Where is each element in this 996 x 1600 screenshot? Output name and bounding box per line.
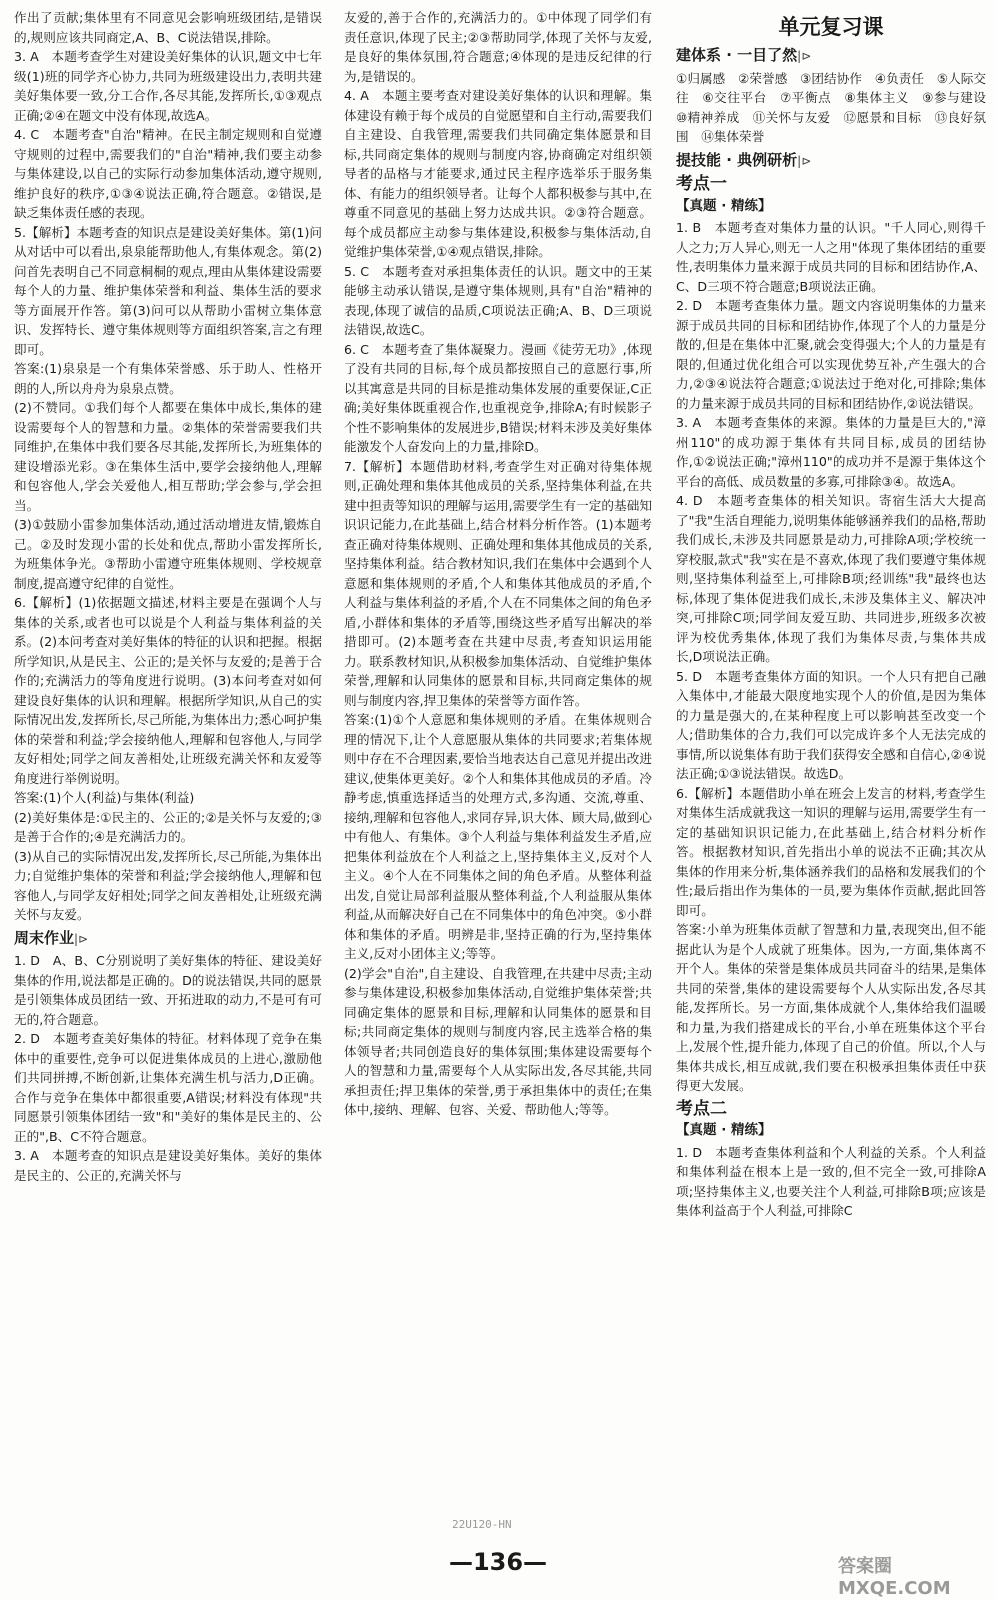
section-heading [14,929,322,950]
paragraph: 3. A 本题考查学生对建设美好集体的认识,题文中七年级(1)班的同学齐心协力,共同为班级建设出力,表明共建美好集体要一致,分工合作,各尽其能,发挥所长,①③观点正确;②④在题文中没有体现,故选A。 [14,49,322,123]
page-number: —136— [448,1548,548,1576]
column-middle [344,8,652,1528]
paragraph: 5. C 本题考查对承担集体责任的认识。题文中的王某能够主动承认错误,是遵守集体规则,具有"自治"精神的表现,体现了诚信的品质,C项说法正确;A、B、D三项说法错误,故选C。 [344,263,652,337]
section-heading-text: 提技能 · 典例研析 [676,150,798,169]
paragraph: 答案:(1)泉泉是一个有集体荣誉感、乐于助人、性格开朗的人,所以舟舟为泉泉点赞。 [14,361,322,396]
sub-heading: 【真题 · 精练】 [676,197,772,214]
paragraph: 答案:(1)个人(利益)与集体(利益) [14,790,195,805]
paragraph: 6. C 本题考查了集体凝聚力。漫画《徒劳无功》,体现了没有共同的目标,每个成员都按照自己的意愿行事,所以其寓意是共同的目标是推动集体发展的重要保证,C正确;美好集体既重视合作,也重视竞争,排除A;有时候影子个性不影响集体的发展进步,B错误;材料未涉及美好集体能激发个人奋发向上的力量,排除D。 [344,341,652,454]
key-point-heading: 考点一 [676,174,727,194]
paragraph: 3. A 本题考查的知识点是建设美好集体。美好的集体是民主的、公正的,充满关怀与 [14,1148,322,1183]
paragraph: 1. D 本题考查集体利益和个人利益的关系。个人利益和集体利益在根本上是一致的,但不完全一致,可排除A项;坚持集体主义,也要关注个人利益,可排除B项;应该是集体利益高于个人利益,可排除C [676,1144,986,1218]
paragraph: (3)①鼓励小雷参加集体活动,通过活动增进友情,锻炼自己。②及时发现小雷的长处和优点,帮助小雷发挥所长,为班集体争光。③帮助小雷遵守班集体规则、学校规章制度,提高遵守纪律的自觉性。 [14,517,322,591]
arrow-icon: |⊳ [797,49,812,63]
paragraph: 1. B 本题考查对集体力量的认识。"千人同心,则得千人之力;万人异心,则无一人之用"体现了集体团结的重要性,表明集体力量来源于成员共同的目标和团结协作,A、C、D三项不符合题意;B项说法正确。 [676,220,986,294]
unit-title: 单元复习课 [778,15,884,39]
paragraph: (3)从自己的实际情况出发,发挥所长,尽己所能,为集体出力;自觉维护集体的荣誉和利益;学会接纳他人,理解和包容他人,与同学友好相处;同学之间友善相处,让班级充满关怀与友爱。 [14,848,322,922]
paragraph: 5. D 本题考查集体方面的知识。一个人只有把自己融入集体中,才能最大限度地实现个人的价值,是因为集体的力量是强大的,在某种程度上可以影响甚至改变一个人;借助集体的合力,我们可以完成许多个人无法完成的事情,所以说集体有助于我们获得安全感和自信心,②④说法正确;①③说法错误。故选D。 [676,668,986,781]
watermark-logo: 答案圈 MXQE.COM [838,1556,951,1599]
paragraph: 3. A 本题考查集体的来源。集体的力量是巨大的,"漳州110"的成功源于集体有共同目标,成员的团结协作,①②说法正确;"漳州110"的成功并不是源于集体这个平台的高低、成员数量的多寡,可排除③④。故选A。 [676,415,986,489]
paragraph: (2)不赞同。①我们每个人都要在集体中成长,集体的建设需要每个人的智慧和力量。②集体的荣誉需要我们共同维护,在集体中我们要各尽其能,发挥所长,为班集体的建设增添光彩。③在集体生活中,要学会接纳他人,理解和包容他人,学会关爱他人,相互帮助;学会参与,学会担当。 [14,400,322,513]
paragraph: (2)美好集体是:①民主的、公正的;②是关怀与友爱的;③是善于合作的;④是充满活力的。 [14,809,322,844]
column-left [14,8,322,1528]
paragraph: 6.【解析】本题借助小单在班会上发言的材料,考查学生对集体生活成就我这一知识的理解与运用,需要学生有一定的基础知识识记能力,在此基础上,结合材料分析作答。根据教材知识,首先指出小单的说法不正确;其次从集体的作用来分析,集体涵养我们的品格和发展我们的个性;最后指出作为集体的一员,要为集体作贡献,据此回答即可。 [676,785,986,918]
paragraph: 5.【解析】本题考查的知识点是建设美好集体。第(1)问从对话中可以看出,泉泉能帮助他人,有集体观念。第(2)问首先表明自己不同意桐桐的观点,理由从集体建设需要每个人的力量、维护集体荣誉和利益、集体生活的要求等方面展开作答。第(3)问可以从帮助小雷树立集体意识、发挥特长、遵守集体规则等方面组织答案,言之有理即可。 [14,224,322,357]
paragraph: 答案:(1)①个人意愿和集体规则的矛盾。在集体规则合理的情况下,让个人意愿服从集体的共同要求;若集体规则中存在不合理因素,要恰当地表达自己意见并提出改进建议,使集体更美好。②个人和集体其他成员的矛盾。冷静考虑,慎重选择适当的处理方式,多沟通、交流,尊重、接纳,理解和包容他人,求同存异,识大体、顾大局,做到心中有他人、有集体。③个人利益与集体利益发生矛盾,应把集体利益放在个人利益之上,坚持集体主义,反对个人主义。④个人在不同集体之间的角色矛盾。从整体利益出发,自觉让局部利益服从整体利益,个人利益服从集体利益,从而解决好自己在不同集体中的角色冲突。⑤小群体和集体的矛盾。明辨是非,坚持正确的行为,坚持集体主义,反对小团体主义;等等。 [344,712,652,961]
paragraph: 2. D 本题考查美好集体的特征。材料体现了竞争在集体中的重要性,竞争可以促进集体成员的上进心,激励他们共同拼搏,不断创新,让集体充满生机与活力,D正确。合作与竞争在集体中都很重要,A错误;材料没有体现"共同愿景引领集体团结一致"和"美好的集体是民主的、公正的",B、C不符合题意。 [14,1031,322,1144]
column-right [676,8,986,1528]
paragraph: 4. A 本题主要考查对建设美好集体的认识和理解。集体建设有赖于每个成员的自觉愿望和自主行动,需要我们自主建设、自我管理,需要我们共同确定集体愿景和目标,共同商定集体的规则与制度内容,协商确定对组织领导者的品格与才能要求,通过民主程序选举乐于服务集体、有能力的组织领导者。让每个人都积极参与其中,在尊重不同意见的基础上努力达成共识。②③符合题意。每个成员都应主动参与集体建设,积极参与集体活动,自觉维护集体荣誉,①④观点错误,排除。 [344,88,652,259]
arrow-icon: |⊳ [797,153,812,168]
footer-code: 22U120-HN [452,1518,512,1531]
key-point-heading: 考点二 [676,1098,727,1119]
section-heading [676,46,986,67]
section-heading-text: 建体系 · 一目了然 [676,46,798,64]
section-heading [676,151,986,172]
section-heading-text: 周末作业 [14,928,75,947]
paragraph: 4. C 本题考查"自治"精神。在民主制定规则和自觉遵守规则的过程中,需要我们的"自治"精神,我们要主动参与集体建设,以自己的实际行动参加集体活动,遵守规则,维护良好的秩序,①③④说法正确,符合题意。②错误,是缺乏集体责任感的表现。 [14,127,322,220]
paragraph: 4. D 本题考查集体的相关知识。寄宿生活大大提高了"我"生活自理能力,说明集体能够涵养我们的品格,帮助我们成长,未涉及共同愿景是动力,可排除A项;学校统一穿校服,款式"我"实在是不喜欢,体现了我们要遵守集体规则,坚持集体利益至上,可排除B项;经训练"我"最终也达标,体现了集体促进我们成长,未涉及集体主义、解决冲突,可排除C项;同学间友爱互助、共同进步,班级多次被评为校优秀集体,体现了我们为集体尽责,与集体共成长,D项说法正确。 [676,493,986,664]
paragraph: 作出了贡献;集体里有不同意见会影响班级团结,是错误的,规则应该共同商定,A、B、C说法错误,排除。 [14,10,322,45]
paragraph: 6.【解析】(1)依据题文描述,材料主要是在强调个人与集体的关系,或者也可以说是个人利益与集体利益的关系。(2)本问考查对美好集体的特征的认识和把握。根据所学知识,从是民主、公正的;是关怀与友爱的;是善于合作的;充满活力的等角度进行说明。(3)本问考查对如何建设良好集体的认识和理解。根据所学知识,从自己的实际情况出发,发挥所长,尽己所能,为集体出力;悉心呵护集体的荣誉和利益;学会接纳他人,理解和包容他人,与同学友好相处;同学之间友善相处,让班级充满关怀和友爱等角度进行举例说明。 [14,595,322,786]
paragraph: 7.【解析】本题借助材料,考查学生对正确对待集体规则,正确处理和集体其他成员的关系,坚持集体利益,在共建中担责等知识的理解与运用,需要学生有一定的基础知识识记能力,在此基础上,结合材料分析作答。(1)本题考查正确对待集体规则、正确处理和集体其他成员的关系,坚持集体利益。结合教材知识,我们在集体中会遇到个人意愿和集体规则的矛盾,个人和集体其他成员的矛盾,个人利益与集体利益的矛盾,个人在不同集体之间的角色矛盾,小群体和集体的矛盾等,围绕这些矛盾写出解决的举措即可。(2)本题考查在共建中尽责,考查知识运用能力。联系教材知识,从积极参加集体活动、自觉维护集体荣誉,理解和认同集体的愿景和目标,共同商定集体的规则与制度内容,捍卫集体的荣誉等方面作答。 [344,458,652,708]
sub-heading: 【真题 · 精练】 [676,1122,772,1138]
paragraph: 1. D A、B、C分别说明了美好集体的特征、建设美好集体的作用,说法都是正确的。D的说法错误,共同的愿景是引领集体成员团结一致、开拓进取的动力,不是可有可无的,符合题意。 [14,953,322,1027]
paragraph: ①归属感 ②荣誉感 ③团结协作 ④负责任 ⑤人际交往 ⑥交往平台 ⑦平衡点 ⑧集体主义 ⑨参与建设 ⑩精神养成 ⑪关怀与友爱 ⑫愿景和目标 ⑬良好氛围 ⑭集体荣誉 [676,70,986,144]
paragraph: 答案:小单为班集体贡献了智慧和力量,表现突出,但不能据此认为是个人成就了班集体。因为,一方面,集体离不开个人。集体的荣誉是集体成员共同奋斗的结果,是集体共同的荣誉,集体的建设需要每个人从实际出发,各尽其能,发挥所长。另一方面,集体成就个人,集体给我们温暖和力量,为我们搭建成长的平台,小单在班集体这个平台上,发展个性,提升能力,体现了自己的价值。所以,个人与集体共成长,相互成就,我们要在积极承担集体责任中获得更大发展。 [676,922,986,1093]
paragraph: 2. D 本题考查集体力量。题文内容说明集体的力量来源于成员共同的目标和团结协作,体现了个人的力量是分散的,但是在集体中汇聚,就会变得强大;个人的力量是有限的,但通过优化组合可以实现优势互补,产生强大的合力,②③④说法符合题意;①说法过于绝对化,可排除;集体的力量来源于成员共同的目标和团结协作,②说法错误。 [676,298,986,411]
arrow-icon: |⊳ [74,931,89,946]
paragraph: 友爱的,善于合作的,充满活力的。①中体现了同学们有责任意识,体现了民主;②③帮助同学,体现了关怀与友爱,是良好的集体氛围,符合题意;④体现的是违反纪律的行为,是错误的。 [344,10,652,84]
paragraph: (2)学会"自治",自主建设、自我管理,在共建中尽责;主动参与集体建设,积极参加集体活动,自觉维护集体荣誉;共同确定集体的愿景和目标,理解和认同集体的愿景和目标;共同商定集体的规则与制度内容,民主选举合格的集体领导者;共同创造良好的集体氛围;集体建设需要每个人的智慧和力量,需要每个人从实际出发,各尽其能,共同承担责任;捍卫集体的荣誉,勇于承担集体中的责任;在集体中,接纳、理解、包容、关爱、帮助他人;等等。 [344,965,652,1117]
